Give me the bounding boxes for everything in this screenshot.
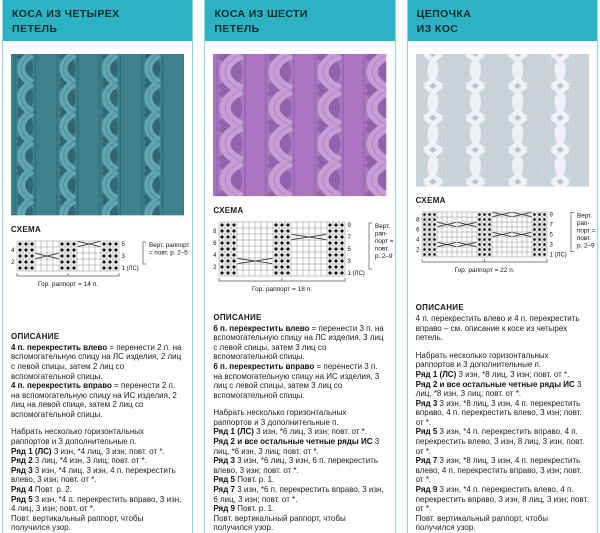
svg-text:4: 4	[11, 247, 15, 254]
svg-text:9: 9	[549, 212, 553, 219]
description-paragraph: 4 п. перекрестить вправо = перенести 2 п. на вспомогательную спицу на ИС изделия, 2 лиц на левой спице, затем 2 лиц со вспомогательной спицы.	[11, 381, 177, 419]
svg-text:2: 2	[415, 247, 420, 254]
svg-text:1 (ЛС): 1 (ЛС)	[347, 270, 366, 277]
svg-text:7: 7	[549, 222, 553, 229]
svg-text:1 (ЛС): 1 (ЛС)	[121, 265, 139, 272]
svg-text:6: 6	[415, 227, 420, 234]
description-paragraph: Ряд 3 3 изн, *8 лиц, 3 изн, 4 п. перекрестить вправо, 4 п. перекрестить влево, 3 изн; повт. от *.	[415, 398, 582, 427]
description-paragraph: Ряд 9 3 изн, *4 п. перекрестить влево, 4 п. перекрестить вправо, 3 изн, 8 лиц, 3 изн; повт. от *.	[415, 485, 589, 514]
description-heading: ОПИСАНИЕ	[11, 331, 60, 341]
pattern-column-cable-chain	[407, 0, 598, 533]
description-paragraph: Ряд 7 3 изн, *8 лиц, 3 изн, 4 п. перекрестить влево, 4 п. перекрестить вправо, 3 изн; повт. от *.	[415, 456, 582, 485]
description-paragraph: Ряд 1 (ЛС) 3 изн, *6 лиц, 3 изн; повт. от *.	[213, 427, 368, 437]
description-paragraph: Ряд 9 Повт. р. 1.	[213, 504, 275, 514]
schema-heading: СХЕМА	[213, 205, 244, 215]
svg-text:повт.: повт.	[576, 234, 591, 242]
schema-heading: СХЕМА	[415, 195, 446, 205]
knitting-chart	[7, 238, 192, 330]
pattern-title	[205, 0, 394, 41]
svg-text:повт.: повт.	[375, 245, 390, 253]
description-text	[213, 324, 386, 533]
svg-text:7: 7	[347, 234, 352, 241]
description-paragraph: Ряд 5 3 изн, *4 п. перекрестить вправо, 3 изн, 4 лиц, 3 изн; повт. от *.	[11, 494, 182, 514]
svg-text:4: 4	[415, 237, 420, 244]
pattern-column-six-stitch-cable	[204, 0, 395, 533]
description-paragraph: Ряд 7 3 изн, *6 п. перекрестить вправо, 3 изн, 6 лиц, 3 изн; повт. от *.	[213, 485, 384, 504]
description-heading: ОПИСАНИЕ	[415, 302, 464, 312]
description-text	[11, 343, 184, 533]
description-paragraph: Повт. вертикальный раппорт, чтобы получился узор.	[415, 513, 549, 533]
svg-text:Гор. раппорт = 22 п.: Гор. раппорт = 22 п.	[454, 266, 515, 274]
svg-text:3: 3	[121, 253, 125, 260]
pattern-column-four-stitch-cable	[2, 0, 193, 533]
svg-text:8: 8	[213, 228, 217, 235]
description-paragraph: 6 п. перекрестить вправо = перенести 3 п. на вспомогательную спицу на ИС изделия, 3 лиц с левой спицы, затем 3 лиц со вспомогательной спицы.	[213, 361, 380, 400]
svg-text:порт =: порт =	[375, 237, 394, 245]
pattern-title-line2: ИЗ КОС	[416, 22, 459, 35]
description-paragraph: 4 п. перекрестить влево и 4 п. перекрестить вправо – см. описание к косе из четырех петель.	[415, 313, 580, 343]
swatch-photo	[416, 54, 589, 187]
svg-text:рап-: рап-	[576, 219, 590, 227]
description-paragraph: Повт. вертикальный раппорт, чтобы получился узор.	[11, 513, 144, 533]
description-paragraph: Ряд 3 3 изн, *4 лиц, 3 изн, 4 п. перекрестить влево, 3 изн; повт. от *.	[11, 465, 176, 485]
description-paragraph: Ряд 2 и все остальные четные ряды ИС 3 лиц, *6 изн, 3 лиц; повт. от *.	[213, 437, 380, 456]
svg-text:9: 9	[347, 222, 352, 229]
svg-text:р. 2–9: р. 2–9	[576, 242, 595, 250]
pattern-title-line1: КОСА ИЗ ШЕСТИ	[214, 8, 308, 20]
description-paragraph: Ряд 2 3 лиц, *4 изн, 3 лиц; повт. от *.	[11, 456, 147, 466]
svg-text:4: 4	[213, 252, 217, 259]
svg-text:Гор. раппорт = 14 п.: Гор. раппорт = 14 п.	[37, 280, 99, 288]
description-paragraph: Ряд 5 Повт. р. 1.	[213, 475, 275, 485]
svg-text:5: 5	[347, 246, 352, 253]
pattern-title-line2: ПЕТЕЛЬ	[214, 22, 260, 35]
svg-text:= повт. р. 2–5: = повт. р. 2–5	[149, 249, 188, 257]
description-paragraph: Повт. вертикальный раппорт, чтобы получился узор.	[213, 513, 346, 533]
description-paragraph: Ряд 3 3 изн, *6 лиц, 3 изн, 6 п. перекрестить влево, 3 изн; повт. от *.	[213, 456, 378, 475]
pattern-title	[3, 0, 192, 41]
svg-text:р. 2–9: р. 2–9	[375, 252, 393, 260]
schema-heading: СХЕМА	[11, 224, 42, 234]
svg-text:рап-: рап-	[375, 230, 388, 238]
svg-text:5: 5	[549, 232, 553, 239]
svg-text:2: 2	[11, 259, 15, 266]
svg-text:2: 2	[213, 264, 217, 271]
description-paragraph: Набрать несколько горизонтальных раппортов и 3 дополнительные п.	[213, 408, 347, 427]
svg-text:1 (ЛС): 1 (ЛС)	[549, 252, 567, 259]
svg-text:3: 3	[549, 242, 553, 249]
svg-text:порт =: порт =	[576, 227, 596, 235]
svg-text:Верт.: Верт.	[375, 222, 391, 230]
knitting-chart	[412, 209, 597, 301]
svg-text:Гор. раппорт = 18 п.: Гор. раппорт = 18 п.	[252, 285, 313, 293]
description-paragraph: Ряд 1 (ЛС) 3 изн, *8 лиц, 3 изн; повт. от *.	[415, 369, 570, 379]
pattern-title-line1: КОСА ИЗ ЧЕТЫРЕХ	[12, 8, 120, 20]
description-paragraph: Ряд 1 (ЛС) 3 изн, *4 лиц, 3 изн; повт. от *.	[11, 446, 165, 456]
svg-text:3: 3	[347, 258, 352, 265]
description-text	[416, 314, 589, 533]
description-paragraph: Ряд 5 3 изн, *4 п. перекрестить вправо, 4 п. перекрестить влево, 3 изн, 8 лиц, 3 изн, повт. от *.	[415, 427, 585, 456]
swatch-photo	[11, 54, 184, 215]
description-heading: ОПИСАНИЕ	[213, 312, 262, 322]
svg-text:Верт.: Верт.	[576, 212, 592, 220]
swatch-photo	[213, 54, 386, 196]
description-paragraph: Ряд 2 и все остальные четные ряды ИС 3 лиц, *8 изн, 3 лиц; повт. от *.	[415, 379, 582, 399]
knitting-chart	[209, 219, 394, 311]
svg-text:6: 6	[213, 240, 217, 247]
pattern-title-line1: ЦЕПОЧКА	[416, 8, 472, 20]
svg-text:8: 8	[415, 217, 420, 224]
svg-text:5: 5	[121, 241, 125, 248]
description-paragraph: Набрать несколько горизонтальных раппортов и 3 дополнительные п.	[11, 427, 144, 447]
pattern-title-line2: ПЕТЕЛЬ	[12, 22, 58, 35]
svg-text:Верт. раппорт: Верт. раппорт	[149, 241, 190, 249]
pattern-title	[408, 0, 597, 41]
description-paragraph: 6 п. перекрестить влево = перенести 3 п. на вспомогательную спицу на ЛС изделия, 3 лиц с левой спицы, затем 3 лиц со вспомогательной спицы.	[213, 323, 384, 362]
description-paragraph: Ряд 4 Повт. р. 2.	[11, 485, 72, 495]
description-paragraph: Набрать несколько горизонтальных раппортов и 3 дополнительные п.	[415, 350, 549, 370]
description-paragraph: 4 п. перекрестить влево = перенести 2 п. на вспомогательную спицу на ЛС изделия, 2 лиц с левой спицы, затем 2 лиц со вспомогательной спицы.	[11, 342, 182, 381]
